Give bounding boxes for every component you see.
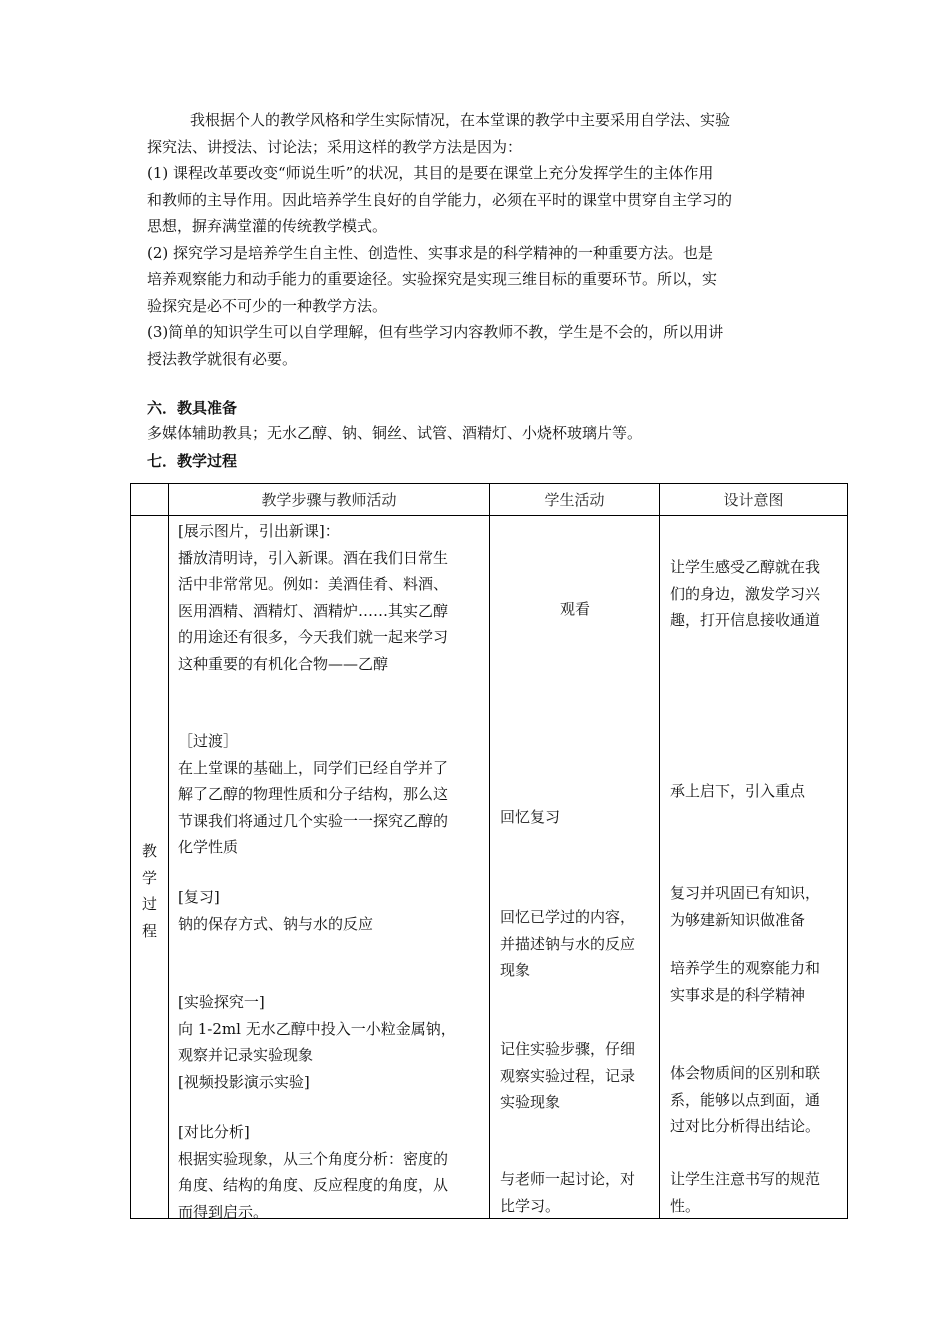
row-label xyxy=(131,838,168,944)
table-header-row xyxy=(131,484,848,516)
intro-line: 验探究是必不可少的一种教学方法。 xyxy=(147,296,388,315)
intro-line: 探究法、讲授法、讨论法；采用这样的教学方法是因为： xyxy=(147,137,523,156)
header-cell-empty xyxy=(131,484,169,516)
intro-paragraph xyxy=(147,107,812,372)
text-line: 节课我们将通过几个实验一一探究乙醇的 xyxy=(178,811,449,830)
text-line: 与老师一起讨论，对 xyxy=(500,1170,636,1188)
header-student-activity: 学生活动 xyxy=(490,484,660,516)
text-line: 化学性质 xyxy=(178,838,239,856)
intent-review xyxy=(670,880,820,933)
text-line: 系，能够以点到面，通 xyxy=(670,1090,821,1109)
teacher-block-intro xyxy=(178,518,448,677)
text-line: [展示图片，引出新课]： xyxy=(178,522,340,540)
text-line: 向 1-2ml 无水乙醇中投入一小粒金属钠， xyxy=(178,1019,456,1038)
intro-line: 我根据个人的教学风格和学生实际情况，在本堂课的教学中主要采用自学法、实验 xyxy=(190,111,731,129)
text-line: 过对比分析得出结论。 xyxy=(670,1117,821,1135)
student-recall xyxy=(500,804,560,831)
text-line: 实事求是的科学精神 xyxy=(670,985,806,1004)
text-line: 根据实验现象，从三个角度分析：密度的 xyxy=(178,1149,449,1168)
text-line: 活中非常常见。例如：美酒佳肴、料酒、 xyxy=(178,575,449,593)
row-label-char: 过 xyxy=(141,895,157,913)
text-line: 医用酒精、酒精灯、酒精炉……其实乙醇 xyxy=(178,601,449,620)
text-line: 回忆已学过的内容， xyxy=(500,908,636,926)
student-experiment xyxy=(500,1036,635,1116)
intent-observation xyxy=(670,955,820,1008)
text-line: [实验探究一] xyxy=(178,993,265,1011)
teacher-block-analysis xyxy=(178,1119,448,1225)
text-line: 而得到启示。 xyxy=(178,1202,269,1221)
row-label-char: 教 xyxy=(141,842,157,860)
intro-line: (2) 探究学习是培养学生自主性、创造性、实事求是的科学精神的一种重要方法。也是 xyxy=(147,243,714,262)
text-line: [视频投影演示实验] xyxy=(178,1072,310,1091)
intro-line: 培养观察能力和动手能力的重要途径。实验探究是实现三维目标的重要环节。所以，实 xyxy=(147,270,718,288)
text-line: 角度、结构的角度、反应程度的角度，从 xyxy=(178,1176,449,1194)
text-line: 复习并巩固已有知识， xyxy=(670,884,821,902)
section-7-heading: 七．教学过程 xyxy=(147,452,238,470)
design-intent-cell xyxy=(660,516,848,1219)
intro-line: (3)简单的知识学生可以自学理解，但有些学习内容教师不教，学生是不会的，所以用讲 xyxy=(147,323,724,341)
teacher-block-transition xyxy=(178,728,448,861)
text-line: 在上堂课的基础上，同学们已经自学并了 xyxy=(178,758,449,777)
text-line: 让学生注意书写的规范 xyxy=(670,1170,821,1188)
teaching-process-table xyxy=(130,483,848,1219)
text-line: 播放清明诗，引入新课。酒在我们日常生 xyxy=(178,548,449,567)
intent-comparison xyxy=(670,1060,820,1140)
text-line: [复习] xyxy=(178,888,220,906)
row-label-char: 程 xyxy=(141,921,157,940)
text-line: 回忆复习 xyxy=(500,808,561,826)
student-discuss xyxy=(500,1166,635,1219)
teacher-activity-cell xyxy=(169,516,490,1219)
text-line: 现象 xyxy=(500,961,531,979)
text-line: 记住实验步骤，仔细 xyxy=(500,1040,636,1058)
teacher-block-experiment xyxy=(178,989,456,1095)
text-line: 承上启下，引入重点 xyxy=(670,782,806,800)
text-line: 的用途还有很多，今天我们就一起来学习 xyxy=(178,628,449,646)
student-review xyxy=(500,904,635,984)
intent-writing xyxy=(670,1166,820,1219)
text-line: 体会物质间的区别和联 xyxy=(670,1064,821,1082)
text-line: 让学生感受乙醇就在我 xyxy=(670,558,821,576)
text-line: 为够建新知识做准备 xyxy=(670,910,806,929)
intro-line: 授法教学就很有必要。 xyxy=(147,349,298,368)
row-label-char: 学 xyxy=(141,868,157,887)
section-6-heading: 六．教具准备 xyxy=(147,399,238,417)
student-activity-cell xyxy=(490,516,660,1219)
text-line: 并描述钠与水的反应 xyxy=(500,934,636,953)
student-observe xyxy=(490,596,660,623)
text-line: 实验现象 xyxy=(500,1093,561,1111)
text-line: 观察并记录实验现象 xyxy=(178,1046,314,1064)
section-6-text: 多媒体辅助教具；无水乙醇、钠、铜丝、试管、酒精灯、小烧杯玻璃片等。 xyxy=(147,424,643,442)
text-line: [对比分析] xyxy=(178,1123,250,1141)
text-line: 趣，打开信息接收通道 xyxy=(670,611,821,629)
table-row xyxy=(131,516,848,1219)
intent-engage xyxy=(670,554,820,634)
intro-line: (1) 课程改革要改变“师说生听”的状况，其目的是要在课堂上充分发挥学生的主体作用 xyxy=(147,164,714,182)
intro-line: 和教师的主导作用。因此培养学生良好的自学能力，必须在平时的课堂中贯穿自主学习的 xyxy=(147,190,733,209)
text-line: ［过渡］ xyxy=(178,732,239,750)
text-line: 比学习。 xyxy=(500,1196,561,1215)
header-teacher-activity: 教学步骤与教师活动 xyxy=(169,484,490,516)
text-line: 解了乙醇的物理性质和分子结构，那么这 xyxy=(178,785,449,803)
teacher-block-review xyxy=(178,884,373,937)
text-line: 观看 xyxy=(559,600,590,618)
intro-line: 思想，摒弃满堂灌的传统教学模式。 xyxy=(147,217,388,235)
header-design-intent: 设计意图 xyxy=(660,484,848,516)
text-line: 观察实验过程，记录 xyxy=(500,1066,636,1085)
text-line: 性。 xyxy=(670,1196,701,1215)
row-label-cell xyxy=(131,516,169,1219)
text-line: 这种重要的有机化合物——乙醇 xyxy=(178,654,389,673)
intent-transition xyxy=(670,778,805,805)
text-line: 钠的保存方式、钠与水的反应 xyxy=(178,914,374,933)
text-line: 培养学生的观察能力和 xyxy=(670,959,821,977)
text-line: 们的身边，激发学习兴 xyxy=(670,584,821,603)
